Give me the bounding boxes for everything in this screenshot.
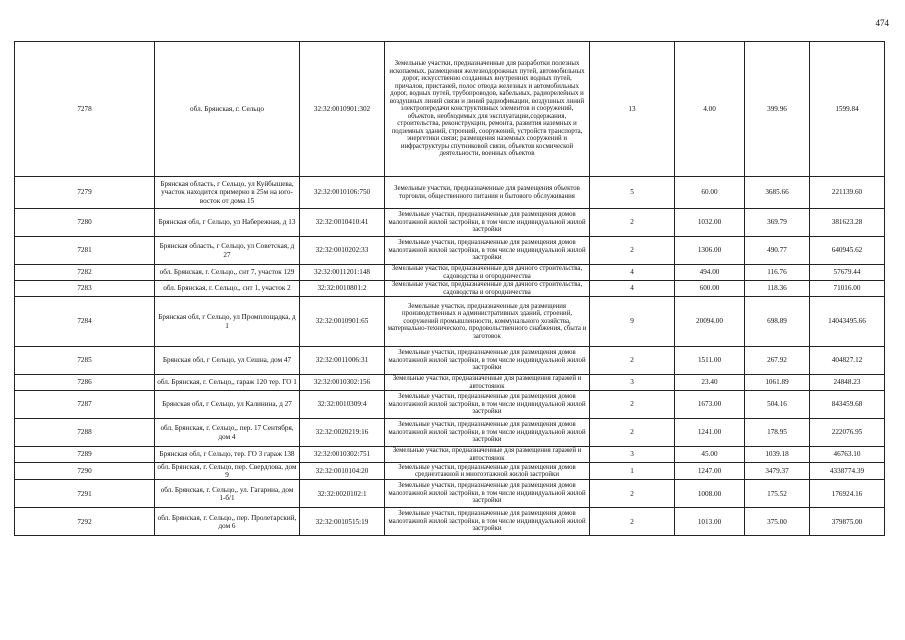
address-cell: Брянская область, г Сельцо, ул Советская, д 27 xyxy=(155,237,300,265)
address-cell: Брянская обл, г Сельцо, ул Сешна, дом 47 xyxy=(155,347,300,375)
group-number-cell: 4 xyxy=(590,265,675,281)
cadastral-number-cell: 32:32:0010801:2 xyxy=(300,281,385,297)
row-number: 7280 xyxy=(15,209,155,237)
row-number: 7279 xyxy=(15,177,155,209)
area-cell: 4.00 xyxy=(675,42,745,177)
cadastral-number-cell: 32:32:0010106:750 xyxy=(300,177,385,209)
address-cell: обл. Брянская, г. Сельцо,, пер. 17 Сентября, дом 4 xyxy=(155,419,300,447)
cadastral-value-cell: 1599.84 xyxy=(810,42,885,177)
group-number-cell: 2 xyxy=(590,508,675,536)
specific-value-cell: 3685.66 xyxy=(745,177,810,209)
table-row xyxy=(15,265,885,281)
cadastral-number-cell: 32:32:0010309:4 xyxy=(300,391,385,419)
address-cell: обл. Брянская, г. Сельцо xyxy=(155,42,300,177)
address-cell: обл. Брянская, г. Сельцо, пер. Свердлова, дом 9 xyxy=(155,463,300,480)
row-number: 7286 xyxy=(15,375,155,391)
address-cell: Брянская обл, г Сельцо, тер. ГО 3 гараж 138 xyxy=(155,447,300,463)
table-row xyxy=(15,177,885,209)
specific-value-cell: 116.76 xyxy=(745,265,810,281)
group-number-cell: 3 xyxy=(590,447,675,463)
cadastral-number-cell: 32:32:0010202:33 xyxy=(300,237,385,265)
table-row xyxy=(15,237,885,265)
cadastral-number-cell: 32:32:0010104:20 xyxy=(300,463,385,480)
group-number-cell: 9 xyxy=(590,297,675,347)
cadastral-value-cell: 4338774.39 xyxy=(810,463,885,480)
row-number: 7281 xyxy=(15,237,155,265)
address-cell: обл. Брянская, г. Сельцо,, снт 1, участок 2 xyxy=(155,281,300,297)
cadastral-value-cell: 71016.00 xyxy=(810,281,885,297)
cadastral-number-cell: 32:32:0010515:19 xyxy=(300,508,385,536)
area-cell: 1306.00 xyxy=(675,237,745,265)
row-number: 7285 xyxy=(15,347,155,375)
area-cell: 1241.00 xyxy=(675,419,745,447)
specific-value-cell: 399.96 xyxy=(745,42,810,177)
specific-value-cell: 267.92 xyxy=(745,347,810,375)
group-number-cell: 4 xyxy=(590,281,675,297)
area-cell: 1032.00 xyxy=(675,209,745,237)
row-number: 7283 xyxy=(15,281,155,297)
area-cell: 1247.00 xyxy=(675,463,745,480)
table-row xyxy=(15,375,885,391)
land-use-description-cell: Земельные участки, предназначенные для разработки полезных ископаемых, размещения железнодорожных путей, автомобильных дорог, искусственно созданных внутренних водных путей, причалов, пристаней, полос отвода железных и автомобильных дорог, водных путей, трубопроводов, кабельных, радиорелейных и воздушных линий связи и линий радиофикации, воздушных линий электропередачи конструктивных элементов и сооружений, объектов, необходимых для эксплуатации,содержания, строительства, реконструкции, ремонта, развития наземных и подземных зданий, строений, сооружений, устройств транспорта, энергетики связи; размещения наземных сооружений и инфраструктуры спутниковой связи, объектов космической деятельности, военных объектов xyxy=(385,42,590,177)
address-cell: Брянская обл, г Сельцо, ул Промплощадка, д 1 xyxy=(155,297,300,347)
area-cell: 1511.00 xyxy=(675,347,745,375)
cadastral-value-cell: 221139.60 xyxy=(810,177,885,209)
table-row xyxy=(15,281,885,297)
cadastral-value-cell: 843459.68 xyxy=(810,391,885,419)
cadastral-value-cell: 24848.23 xyxy=(810,375,885,391)
row-number: 7282 xyxy=(15,265,155,281)
land-use-description-cell: Земельные участки, предназначенные для размещения домов малоэтажной жилой застройки, в том числе индивидуальной жилой застройки xyxy=(385,508,590,536)
specific-value-cell: 490.77 xyxy=(745,237,810,265)
area-cell: 23.40 xyxy=(675,375,745,391)
cadastral-number-cell: 32:32:0011201:148 xyxy=(300,265,385,281)
specific-value-cell: 1039.18 xyxy=(745,447,810,463)
row-number: 7288 xyxy=(15,419,155,447)
address-cell: обл. Брянская, г. Сельцо,, снт 7, участок 129 xyxy=(155,265,300,281)
group-number-cell: 2 xyxy=(590,347,675,375)
cadastral-number-cell: 32:32:0010302:156 xyxy=(300,375,385,391)
specific-value-cell: 175.52 xyxy=(745,480,810,508)
specific-value-cell: 375.00 xyxy=(745,508,810,536)
land-use-description-cell: Земельные участки, предназначенные для размещения домов малоэтажной жилой застройки, в том числе индивидуальной жилой застройки xyxy=(385,347,590,375)
land-use-description-cell: Земельные участки, предназначенные для размещения домов малоэтажной жилой застройки, в том числе индивидуальной жилой застройки xyxy=(385,209,590,237)
specific-value-cell: 178.95 xyxy=(745,419,810,447)
specific-value-cell: 3479.37 xyxy=(745,463,810,480)
specific-value-cell: 118.36 xyxy=(745,281,810,297)
specific-value-cell: 698.89 xyxy=(745,297,810,347)
land-use-description-cell: Земельные участки, предназначенные для размещения производственных и административных зданий, строений, сооружений промышленности, коммунального хозяйства, материально-технического, продовольственного снабжения, сбыта и заготовок xyxy=(385,297,590,347)
area-cell: 494.00 xyxy=(675,265,745,281)
group-number-cell: 3 xyxy=(590,375,675,391)
specific-value-cell: 504.16 xyxy=(745,391,810,419)
row-number: 7291 xyxy=(15,480,155,508)
group-number-cell: 2 xyxy=(590,209,675,237)
row-number: 7284 xyxy=(15,297,155,347)
address-cell: обл. Брянская, г. Сельцо,, ул. Гагарина, дом 1-б/1 xyxy=(155,480,300,508)
row-number: 7292 xyxy=(15,508,155,536)
cadastral-number-cell: 32:32:0020102:1 xyxy=(300,480,385,508)
cadastral-number-cell: 32:32:0010302:751 xyxy=(300,447,385,463)
cadastral-number-cell: 32:32:0010901:65 xyxy=(300,297,385,347)
land-use-description-cell: Земельные участки, предназначенные для размещения объектов торговли, общественного питания и бытового обслуживания xyxy=(385,177,590,209)
cadastral-value-cell: 640945.62 xyxy=(810,237,885,265)
land-use-description-cell: Земельные участки, предназначенные для дачного строительства, садоводства и огородничества xyxy=(385,281,590,297)
table-row xyxy=(15,347,885,375)
land-use-description-cell: Земельные участки, предназначенные для размещения домов малоэтажной жилой застройки, в том числе индивидуальной жилой застройки xyxy=(385,419,590,447)
row-number: 7287 xyxy=(15,391,155,419)
specific-value-cell: 369.79 xyxy=(745,209,810,237)
address-cell: Брянская обл, г Сельцо, ул Калинина, д 27 xyxy=(155,391,300,419)
group-number-cell: 1 xyxy=(590,463,675,480)
land-use-description-cell: Земельные участки, предназначенные для размещения домов малоэтажной жилой застройки, в том числе индивидуальной жилой застройки xyxy=(385,480,590,508)
address-cell: Брянская область, г Сельцо, ул Куйбышева, участок находится примерно в 25м на юго-восток от дома 15 xyxy=(155,177,300,209)
table-row xyxy=(15,463,885,480)
area-cell: 1008.00 xyxy=(675,480,745,508)
area-cell: 1673.00 xyxy=(675,391,745,419)
land-use-description-cell: Земельные участки, предназначенные для размещения домов малоэтажной жилой застройки, в том числе индивидуальной жилой застройки xyxy=(385,237,590,265)
cadastral-value-cell: 176924.16 xyxy=(810,480,885,508)
table-row xyxy=(15,419,885,447)
land-use-description-cell: Земельные участки, предназначенные для размещения домов среднеэтажной и многоэтажной жилой застройки xyxy=(385,463,590,480)
table-row xyxy=(15,391,885,419)
table-row xyxy=(15,508,885,536)
cadastral-value-cell: 14043495.66 xyxy=(810,297,885,347)
cadastral-number-cell: 32:32:0010410:41 xyxy=(300,209,385,237)
cadastral-value-cell: 57679.44 xyxy=(810,265,885,281)
table-row xyxy=(15,297,885,347)
area-cell: 60.00 xyxy=(675,177,745,209)
land-use-description-cell: Земельные участки, предназначенные для размещения гаражей и автостоянок xyxy=(385,375,590,391)
table-row xyxy=(15,447,885,463)
land-plots-table xyxy=(14,41,885,536)
row-number: 7290 xyxy=(15,463,155,480)
row-number: 7289 xyxy=(15,447,155,463)
cadastral-number-cell: 32:32:0011006:31 xyxy=(300,347,385,375)
area-cell: 600.00 xyxy=(675,281,745,297)
group-number-cell: 13 xyxy=(590,42,675,177)
cadastral-value-cell: 222076.95 xyxy=(810,419,885,447)
cadastral-number-cell: 32:32:0020219:16 xyxy=(300,419,385,447)
address-cell: обл. Брянская, г. Сельцо,, пер. Пролетарский, дом 6 xyxy=(155,508,300,536)
cadastral-value-cell: 46763.10 xyxy=(810,447,885,463)
cadastral-value-cell: 379875.00 xyxy=(810,508,885,536)
table-row xyxy=(15,42,885,177)
address-cell: обл. Брянская, г. Сельцо,, гараж 120 тер. ГО 1 xyxy=(155,375,300,391)
land-use-description-cell: Земельные участки, предназначенные для размещения гаражей и автостоянок xyxy=(385,447,590,463)
group-number-cell: 2 xyxy=(590,391,675,419)
cadastral-value-cell: 404827.12 xyxy=(810,347,885,375)
row-number: 7278 xyxy=(15,42,155,177)
cadastral-number-cell: 32:32:0010901:302 xyxy=(300,42,385,177)
table-row xyxy=(15,480,885,508)
land-use-description-cell: Земельные участки, предназначенные для размещения домов малоэтажной жилой застройки, в том числе индивидуальной жилой застройки xyxy=(385,391,590,419)
group-number-cell: 2 xyxy=(590,419,675,447)
land-use-description-cell: Земельные участки, предназначенные для дачного строительства, садоводства и огородничества xyxy=(385,265,590,281)
group-number-cell: 5 xyxy=(590,177,675,209)
page-number: 474 xyxy=(875,18,889,28)
area-cell: 20094.00 xyxy=(675,297,745,347)
area-cell: 1013.00 xyxy=(675,508,745,536)
group-number-cell: 2 xyxy=(590,480,675,508)
group-number-cell: 2 xyxy=(590,237,675,265)
address-cell: Брянская обл, г Сельцо, ул Набережная, д 13 xyxy=(155,209,300,237)
area-cell: 45.00 xyxy=(675,447,745,463)
cadastral-value-cell: 381623.28 xyxy=(810,209,885,237)
table-row xyxy=(15,209,885,237)
specific-value-cell: 1061.89 xyxy=(745,375,810,391)
